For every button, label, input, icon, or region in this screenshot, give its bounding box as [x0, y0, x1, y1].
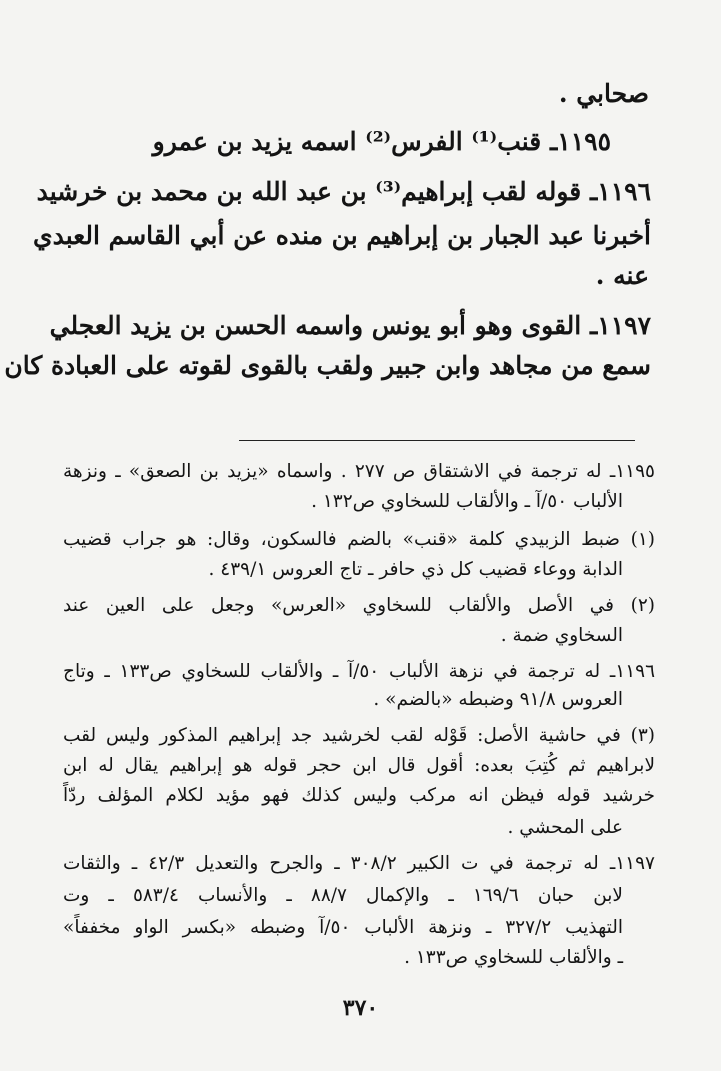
footnote-line-1: ١١٩٥ـ له ترجمة في الاشتقاق ص ٢٧٧ . واسماه «يزيد بن الصعق» ـ ونزهة — [63, 461, 655, 482]
footnote-line-9: (٣) في حاشية الأصل: قَوْله لقب لخرشيد جد إبراهيم المذكور وليس لقب — [63, 725, 655, 746]
footnote-line-14: لابن حبان ١٦٩/٦ ـ والإكمال ٨٨/٧ ـ والأنساب ٥٨٣/٤ ـ وت — [63, 885, 623, 906]
main-line-1: صحابي . — [558, 79, 649, 108]
footnote-line-10: لابراهيم ثم كُتِبَ بعده: أقول قال ابن حجر قوله هو إبراهيم يقال له ابن — [63, 755, 655, 776]
main-line-2: ١١٩٥ـ قنب⁽¹⁾ الفرس⁽²⁾ اسمه يزيد بن عمرو — [152, 127, 611, 156]
footnote-line-12: على المحشي . — [507, 817, 623, 838]
footnote-line-4: الدابة ووعاء قضيب كل ذي حافر ـ تاج العروس ٤٣٩/١ . — [208, 559, 623, 580]
page-number: ٣٧٠ — [342, 995, 379, 1021]
footnote-line-2: الألباب ٥٠/آ ـ والألقاب للسخاوي ص١٣٢ . — [311, 491, 623, 512]
footnote-line-8: العروس ٩١/٨ وضبطه «بالضم» . — [373, 689, 623, 710]
footnote-line-3: (١) ضبط الزبيدي كلمة «قنب» بالضم فالسكون، وقال: هو جراب قضيب — [63, 529, 655, 550]
footnote-line-7: ١١٩٦ـ له ترجمة في نزهة الألباب ٥٠/آ ـ والألقاب للسخاوي ص١٣٣ ـ وتاج — [63, 661, 656, 682]
main-line-6: ١١٩٧ـ القوى وهو أبو يونس واسمه الحسن بن يزيد العجلي — [49, 311, 651, 340]
footnote-line-5: (٢) في الأصل والألقاب للسخاوي «العرس» وجعل على العين عند — [63, 595, 655, 616]
footnote-line-15: التهذيب ٣٢٧/٢ ـ ونزهة الألباب ٥٠/آ وضبطه «بكسر الواو مخففاً» — [63, 917, 624, 938]
main-line-4: أخبرنا عبد الجبار بن إبراهيم بن منده عن أبي القاسم العبدي — [33, 221, 651, 250]
main-line-5: عنه . — [595, 261, 649, 290]
footnote-line-16: ـ والألقاب للسخاوي ص١٣٣ . — [404, 947, 623, 968]
footnote-separator — [239, 440, 635, 441]
footnote-line-6: السخاوي ضمة . — [500, 625, 623, 646]
main-line-3: ١١٩٦ـ قوله لقب إبراهيم⁽³⁾ بن عبد الله بن محمد بن خرشيد — [36, 177, 651, 206]
footnote-line-13: ١١٩٧ـ له ترجمة في ت الكبير ٣٠٨/٢ ـ والجرح والتعديل ٤٢/٣ ـ والثقات — [63, 853, 655, 874]
footnote-line-11: خرشيد قوله فيظن انه مركب وليس كذلك فهو مؤيد لكلام المؤلف ردّاً — [63, 785, 655, 806]
main-line-7: سمع من مجاهد وابن جبير ولقب بالقوى لقوته على العبادة كان — [4, 351, 651, 380]
